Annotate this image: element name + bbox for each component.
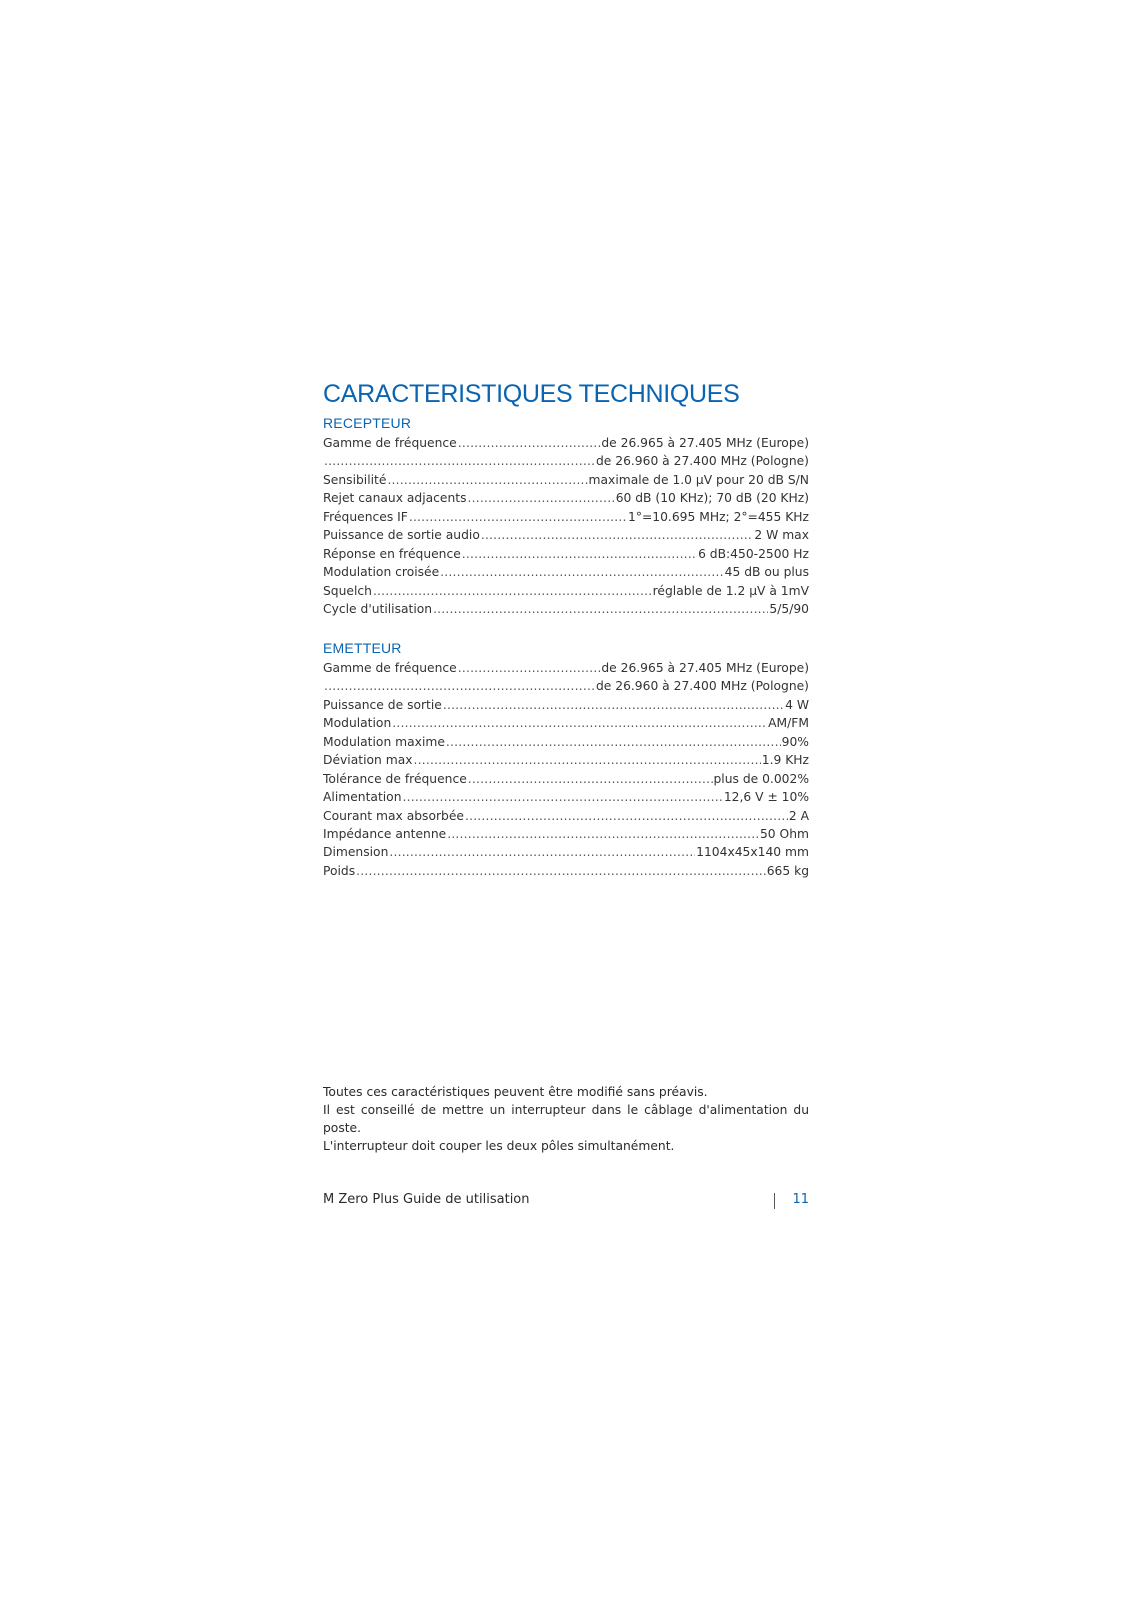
spec-row bbox=[323, 770, 809, 788]
spec-value: 45 dB ou plus bbox=[724, 565, 809, 580]
dot-leader bbox=[443, 696, 784, 714]
spec-label: Cycle d'utilisation bbox=[323, 601, 433, 616]
spec-value: 6 dB:450-2500 Hz bbox=[698, 546, 809, 561]
spec-value: réglable de 1.2 µV à 1mV bbox=[652, 583, 809, 598]
page-title: CARACTERISTIQUES TECHNIQUES bbox=[323, 380, 740, 408]
spec-value: 665 kg bbox=[766, 863, 809, 878]
spec-value: de 26.960 à 27.400 MHz (Pologne) bbox=[595, 454, 809, 469]
spec-row bbox=[323, 733, 809, 751]
spec-row bbox=[323, 807, 809, 825]
page-number: 11 bbox=[792, 1192, 809, 1207]
spec-label: Gamme de fréquence bbox=[323, 436, 457, 450]
spec-value: 1°=10.695 MHz; 2°=455 KHz bbox=[628, 509, 809, 524]
dot-leader bbox=[458, 434, 601, 452]
spec-row bbox=[323, 677, 809, 695]
spec-row bbox=[323, 714, 809, 732]
spec-row bbox=[323, 545, 809, 563]
footer-divider bbox=[774, 1193, 775, 1209]
dot-leader bbox=[481, 526, 754, 544]
spec-row bbox=[323, 526, 809, 544]
spec-value: 12,6 V ± 10% bbox=[723, 790, 809, 805]
footer-title: M Zero Plus Guide de utilisation bbox=[323, 1192, 530, 1207]
spec-label: Tolérance de fréquence bbox=[323, 771, 467, 786]
spec-value: 90% bbox=[781, 734, 809, 749]
spec-label: Impédance antenne bbox=[323, 826, 447, 841]
spec-value: 60 dB (10 KHz); 70 dB (20 KHz) bbox=[615, 491, 809, 506]
transmitter-spec-list bbox=[323, 659, 809, 880]
spec-label: Modulation bbox=[323, 716, 392, 731]
spec-label: Rejet canaux adjacents bbox=[323, 491, 467, 506]
spec-row bbox=[323, 508, 809, 526]
spec-value: 4 W bbox=[785, 697, 809, 712]
spec-value: AM/FM bbox=[768, 716, 809, 731]
spec-value: 5/5/90 bbox=[769, 601, 809, 616]
spec-label: Puissance de sortie audio bbox=[323, 528, 480, 543]
dot-leader bbox=[389, 843, 695, 861]
receiver-heading: RECEPTEUR bbox=[323, 415, 412, 431]
spec-row bbox=[323, 825, 809, 843]
transmitter-heading: EMETTEUR bbox=[323, 640, 402, 656]
spec-label: Dimension bbox=[323, 845, 389, 860]
dot-leader bbox=[440, 563, 723, 581]
dot-leader bbox=[387, 471, 587, 489]
spec-label: Modulation maxime bbox=[323, 734, 445, 749]
spec-label: Puissance de sortie bbox=[323, 697, 442, 712]
dot-leader bbox=[458, 659, 601, 677]
spec-label: Réponse en fréquence bbox=[323, 546, 461, 561]
spec-label: Squelch bbox=[323, 583, 372, 598]
spec-value: 2 A bbox=[788, 808, 809, 823]
dot-leader bbox=[468, 489, 615, 507]
spec-row bbox=[323, 862, 809, 880]
spec-value: 1104x45x140 mm bbox=[696, 845, 809, 860]
spec-value: 1.9 KHz bbox=[761, 753, 809, 768]
spec-label: Sensibilité bbox=[323, 472, 387, 487]
dot-leader bbox=[403, 788, 723, 806]
spec-row bbox=[323, 600, 809, 618]
spec-label: Modulation croisée bbox=[323, 565, 440, 580]
spec-row bbox=[323, 434, 809, 452]
dot-leader bbox=[468, 770, 713, 788]
spec-row bbox=[323, 452, 809, 470]
dot-leader bbox=[324, 452, 595, 470]
receiver-spec-list bbox=[323, 434, 809, 618]
dot-leader bbox=[446, 733, 781, 751]
spec-value: de 26.965 à 27.405 MHz (Europe) bbox=[601, 436, 809, 450]
dot-leader bbox=[392, 714, 767, 732]
spec-label: Gamme de fréquence bbox=[323, 661, 457, 675]
spec-label: Poids bbox=[323, 863, 356, 878]
spec-row bbox=[323, 489, 809, 507]
dot-leader bbox=[356, 862, 766, 880]
spec-label: Alimentation bbox=[323, 790, 402, 805]
dot-leader bbox=[373, 582, 652, 600]
spec-row bbox=[323, 659, 809, 677]
dot-leader bbox=[447, 825, 759, 843]
spec-row bbox=[323, 471, 809, 489]
spec-label: Fréquences IF bbox=[323, 509, 408, 524]
dot-leader bbox=[324, 677, 595, 695]
spec-value: 2 W max bbox=[754, 528, 809, 543]
spec-row bbox=[323, 751, 809, 769]
spec-value: maximale de 1.0 µV pour 20 dB S/N bbox=[588, 472, 809, 487]
notes bbox=[323, 1083, 809, 1155]
spec-row bbox=[323, 582, 809, 600]
note-line: L'interrupteur doit couper les deux pôles simultanément. bbox=[323, 1139, 675, 1153]
dot-leader bbox=[465, 807, 788, 825]
spec-value: 50 Ohm bbox=[759, 826, 809, 841]
spec-row bbox=[323, 563, 809, 581]
spec-row bbox=[323, 788, 809, 806]
spec-value: de 26.960 à 27.400 MHz (Pologne) bbox=[595, 679, 809, 694]
spec-value: plus de 0.002% bbox=[713, 771, 809, 786]
page-footer bbox=[323, 1191, 809, 1209]
spec-row bbox=[323, 843, 809, 861]
spec-label: Courant max absorbée bbox=[323, 808, 464, 823]
dot-leader bbox=[409, 508, 627, 526]
note-line: Il est conseillé de mettre un interrupteur dans le câblage d'alimentation du poste. bbox=[323, 1103, 809, 1135]
dot-leader bbox=[433, 600, 768, 618]
spec-row bbox=[323, 696, 809, 714]
spec-value: de 26.965 à 27.405 MHz (Europe) bbox=[601, 661, 809, 675]
dot-leader bbox=[414, 751, 761, 769]
dot-leader bbox=[462, 545, 697, 563]
note-line: Toutes ces caractéristiques peuvent être modifié sans préavis. bbox=[323, 1085, 708, 1099]
spec-label: Déviation max bbox=[323, 753, 413, 768]
